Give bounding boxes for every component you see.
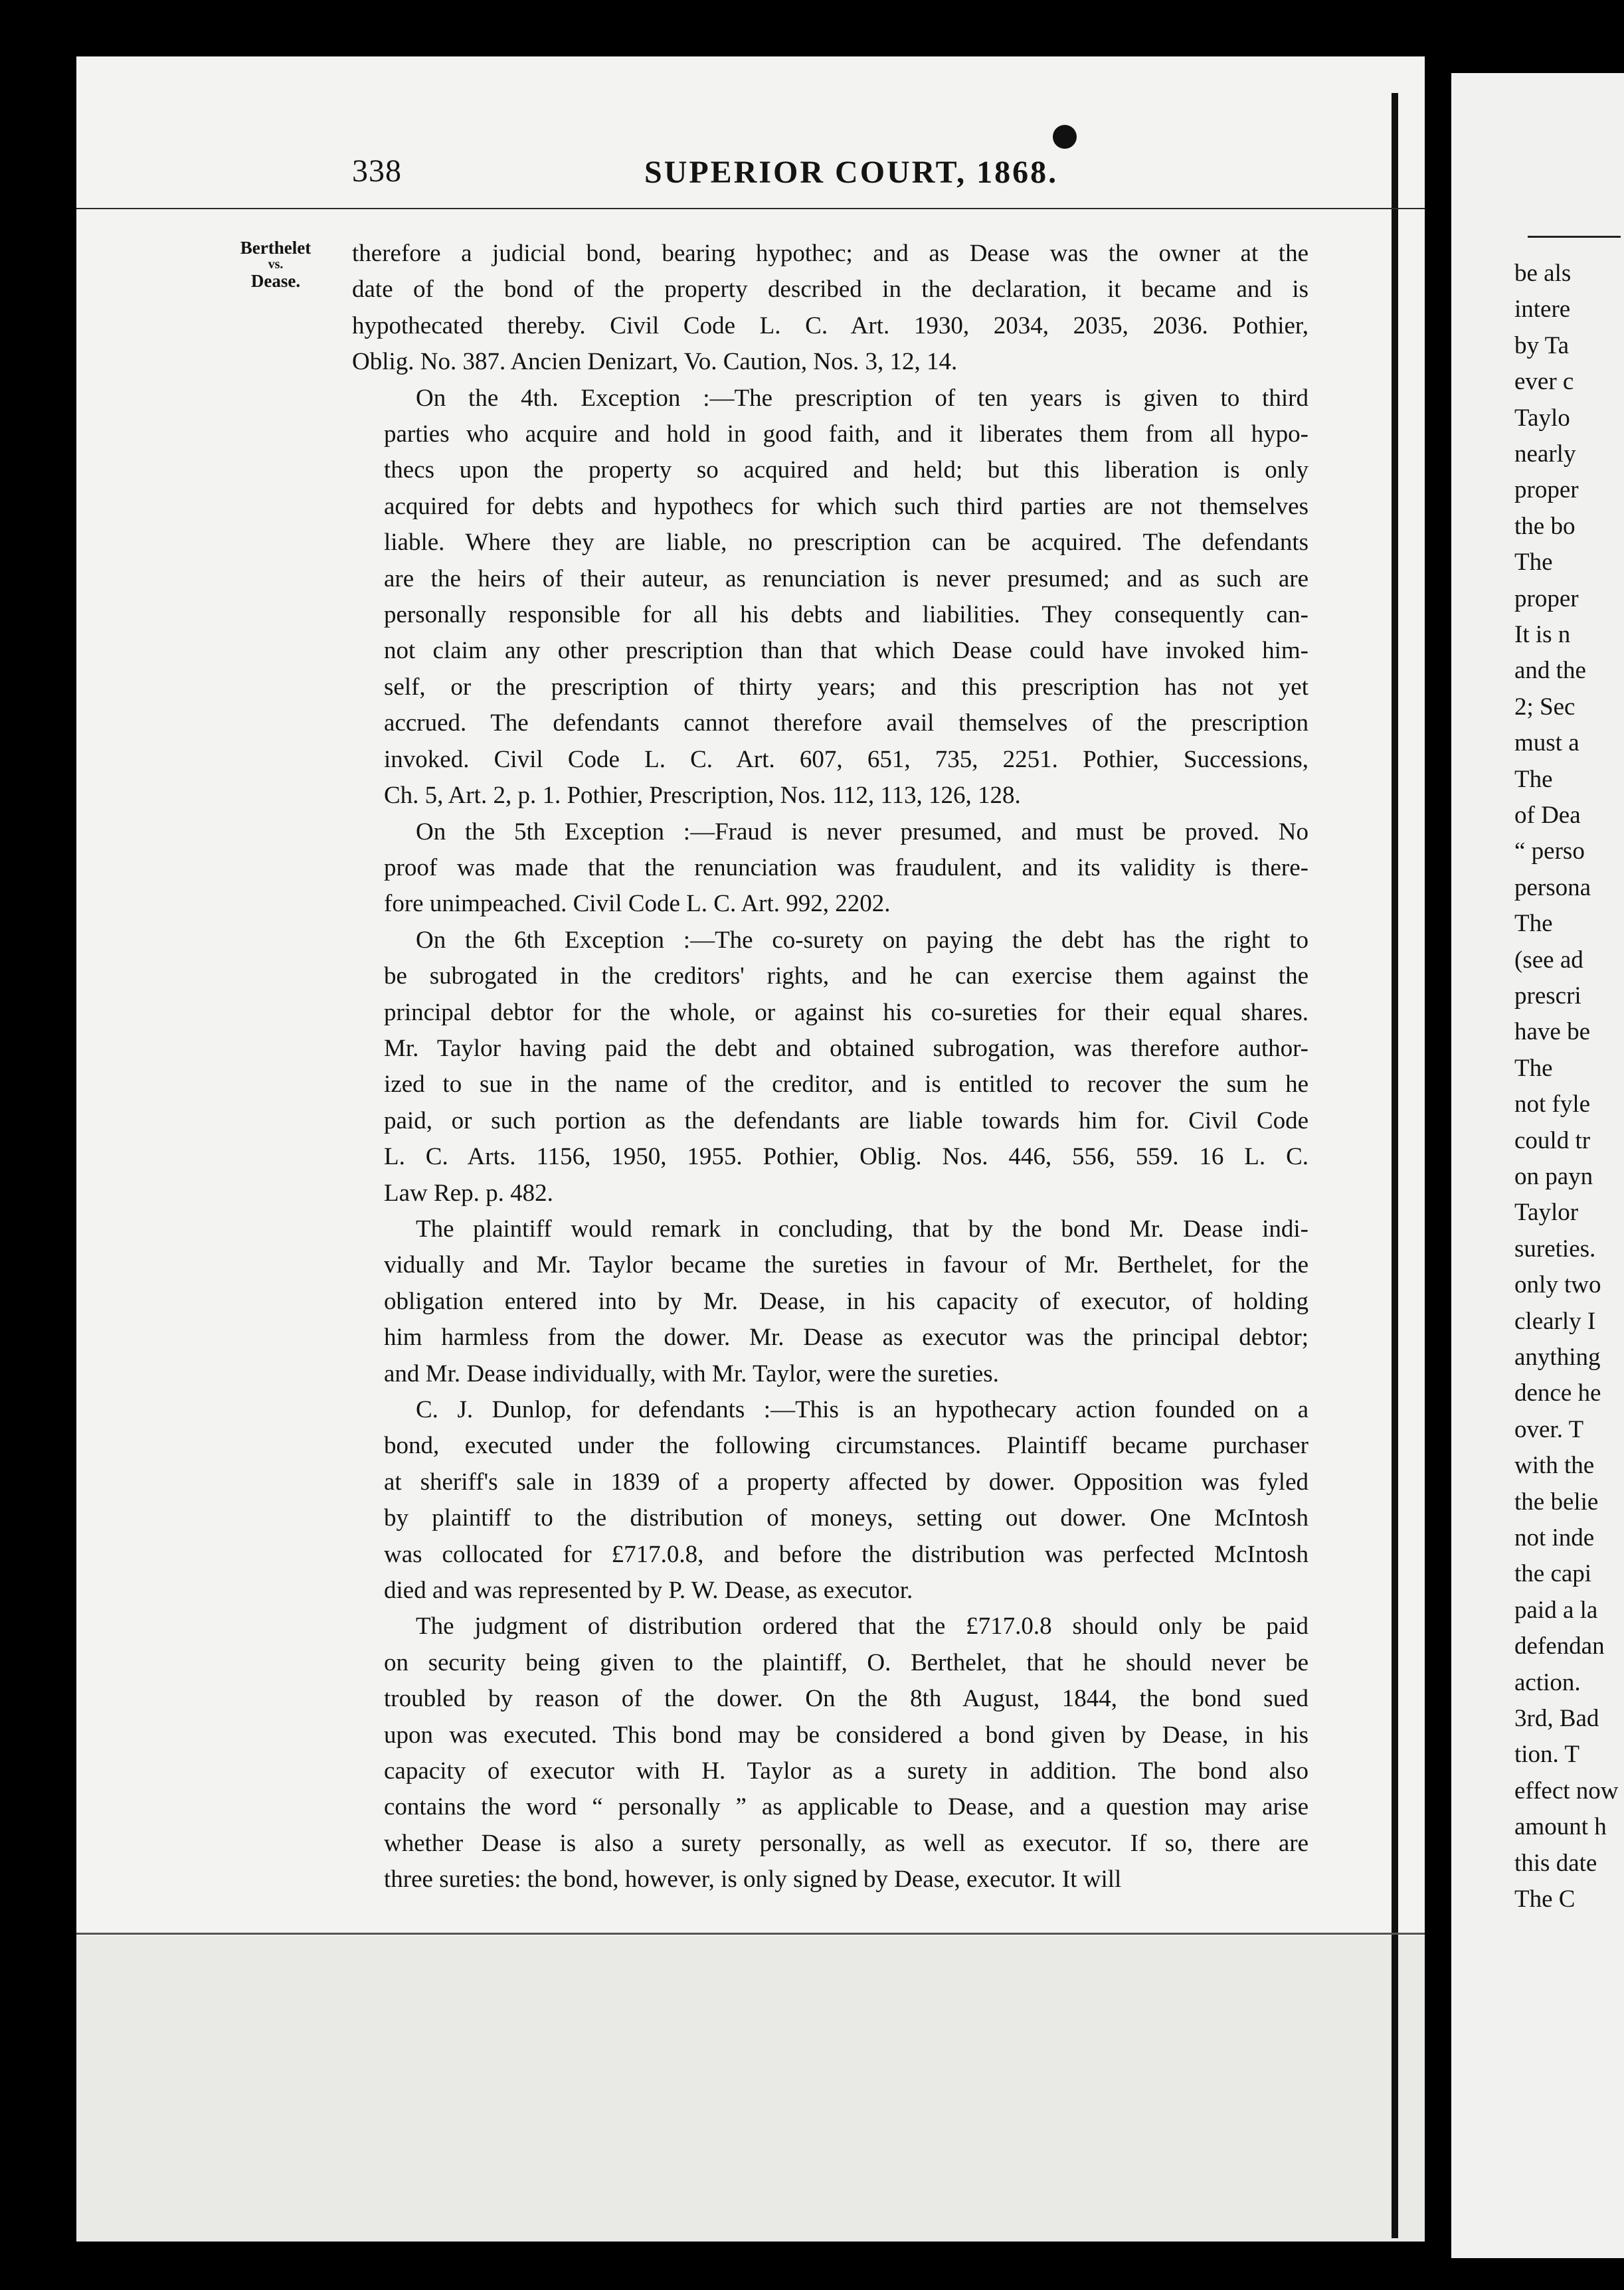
facing-page-fragment: effect now bbox=[1514, 1777, 1619, 1805]
facing-page-fragment: by Ta bbox=[1514, 331, 1570, 359]
facing-page-fragment: tion. T bbox=[1514, 1741, 1579, 1769]
facing-page-fragment: this date bbox=[1514, 1849, 1597, 1877]
facing-page-fragment: amount h bbox=[1514, 1813, 1607, 1841]
text-line: not claim any other prescription than that which Dease could have invoked him- bbox=[384, 637, 1308, 665]
facing-page-fragment: intere bbox=[1514, 296, 1571, 323]
facing-page-fragment: Taylor bbox=[1514, 1199, 1579, 1227]
text-line: ized to sue in the name of the creditor, and is entitled to recover the sum he bbox=[384, 1071, 1308, 1099]
text-line: On the 5th Exception :—Fraud is never presumed, and must be proved. No bbox=[416, 818, 1308, 845]
margin-party-plaintiff: Berthelet bbox=[240, 238, 312, 258]
facing-page-fragment: only two bbox=[1514, 1271, 1601, 1299]
facing-page-fragment: could tr bbox=[1514, 1126, 1591, 1154]
facing-page-fragment: The bbox=[1514, 910, 1553, 938]
text-line: The judgment of distribution ordered that the £717.0.8 should only be paid bbox=[416, 1613, 1308, 1640]
facing-page-fragment: ever c bbox=[1514, 368, 1574, 396]
text-line: paid, or such portion as the defendants are liable towards him for. Civil Code bbox=[384, 1106, 1308, 1134]
facing-page-fragment: persona bbox=[1514, 873, 1591, 901]
facing-page-fragment: sureties. bbox=[1514, 1235, 1596, 1263]
body-text bbox=[352, 236, 1308, 1898]
text-line: by plaintiff to the distribution of moneys, setting out dower. One McIntosh bbox=[384, 1504, 1308, 1532]
text-line: whether Dease is also a surety personally, as well as executor. If so, there are bbox=[384, 1829, 1308, 1857]
text-line: date of the bond of the property described in the declaration, it became and is bbox=[352, 276, 1308, 304]
facing-page-fragment: over. T bbox=[1514, 1415, 1584, 1443]
text-line: Ch. 5, Art. 2, p. 1. Pothier, Prescription, Nos. 112, 113, 126, 128. bbox=[384, 782, 1021, 810]
text-line: On the 4th. Exception :—The prescription of ten years is given to third bbox=[416, 384, 1308, 412]
text-line: and Mr. Dease individually, with Mr. Taylor, were the sureties. bbox=[384, 1360, 999, 1387]
text-line: at sheriff's sale in 1839 of a property affected by dower. Opposition was fyled bbox=[384, 1468, 1308, 1496]
facing-page-fragment: The bbox=[1514, 549, 1553, 576]
facing-page-fragment: clearly I bbox=[1514, 1307, 1596, 1335]
facing-page-fragment: The bbox=[1514, 765, 1553, 793]
facing-page-fragment: dence he bbox=[1514, 1379, 1601, 1407]
text-line: Oblig. No. 387. Ancien Denizart, Vo. Caution, Nos. 3, 12, 14. bbox=[352, 348, 958, 376]
facing-page-fragment: must a bbox=[1514, 729, 1579, 757]
margin-versus: vs. bbox=[268, 257, 284, 272]
text-line: The plaintiff would remark in concluding, that by the bond Mr. Dease indi- bbox=[416, 1215, 1308, 1243]
page-edge bbox=[1392, 93, 1398, 2238]
facing-page-fragment: and the bbox=[1514, 657, 1586, 685]
text-line: Law Rep. p. 482. bbox=[384, 1179, 553, 1207]
text-line: three sureties: the bond, however, is only signed by Dease, executor. It will bbox=[384, 1866, 1122, 1894]
facing-page-fragment: be als bbox=[1514, 260, 1572, 287]
facing-page-fragment: proper bbox=[1514, 584, 1579, 612]
text-line: vidually and Mr. Taylor became the sureties in favour of Mr. Berthelet, for the bbox=[384, 1251, 1308, 1279]
text-line: self, or the prescription of thirty years; and this prescription has not yet bbox=[384, 673, 1308, 701]
ink-blot bbox=[1053, 125, 1077, 149]
paragraph bbox=[352, 1392, 1308, 1609]
paragraph bbox=[352, 1211, 1308, 1392]
facing-page-rule bbox=[1528, 236, 1621, 238]
facing-page-fragment: Taylo bbox=[1514, 404, 1570, 432]
facing-page-fragment: with the bbox=[1514, 1452, 1595, 1480]
text-line: proof was made that the renunciation was fraudulent, and its validity is there- bbox=[384, 853, 1308, 881]
text-line: parties who acquire and hold in good faith, and it liberates them from all hypo- bbox=[384, 420, 1308, 448]
text-line: troubled by reason of the dower. On the 8th August, 1844, the bond sued bbox=[384, 1685, 1308, 1713]
facing-page-fragment: 2; Sec bbox=[1514, 693, 1576, 721]
paragraph bbox=[352, 814, 1308, 923]
text-line: was collocated for £717.0.8, and before the distribution was perfected McIntosh bbox=[384, 1540, 1308, 1568]
paragraph bbox=[352, 1609, 1308, 1897]
facing-page-fragment: proper bbox=[1514, 476, 1579, 504]
facing-page-fragment: 3rd, Bad bbox=[1514, 1705, 1599, 1732]
text-line: capacity of executor with H. Taylor as a surety in addition. The bond also bbox=[384, 1757, 1308, 1785]
text-line: C. J. Dunlop, for defendants :—This is an hypothecary action founded on a bbox=[416, 1396, 1308, 1423]
text-line: Mr. Taylor having paid the debt and obtained subrogation, was therefore author- bbox=[384, 1034, 1308, 1062]
text-line: L. C. Arts. 1156, 1950, 1955. Pothier, Oblig. Nos. 446, 556, 559. 16 L. C. bbox=[384, 1143, 1308, 1171]
text-line: thecs upon the property so acquired and held; but this liberation is only bbox=[384, 456, 1308, 484]
facing-page-fragment: action. bbox=[1514, 1668, 1581, 1696]
text-line: personally responsible for all his debts and liabilities. They consequently can- bbox=[384, 601, 1308, 629]
text-line: upon was executed. This bond may be considered a bond given by Dease, in his bbox=[384, 1721, 1308, 1749]
facing-page-fragment: anything bbox=[1514, 1344, 1601, 1371]
text-line: therefore a judicial bond, bearing hypothec; and as Dease was the owner at the bbox=[352, 240, 1308, 267]
text-line: obligation entered into by Mr. Dease, in his capacity of executor, of holding bbox=[384, 1287, 1308, 1315]
paragraph bbox=[352, 236, 1308, 381]
text-line: invoked. Civil Code L. C. Art. 607, 651, 735, 2251. Pothier, Successions, bbox=[384, 745, 1308, 773]
facing-page-fragment: The bbox=[1514, 1054, 1553, 1082]
text-line: liable. Where they are liable, no prescription can be acquired. The defendants bbox=[384, 529, 1308, 557]
facing-page-fragment: have be bbox=[1514, 1018, 1591, 1046]
text-line: are the heirs of their auteur, as renunciation is never presumed; and as such are bbox=[384, 565, 1308, 592]
facing-page-fragment: paid a la bbox=[1514, 1596, 1598, 1624]
text-line: principal debtor for the whole, or against his co-sureties for their equal shares. bbox=[384, 998, 1308, 1026]
facing-page-fragment: not fyle bbox=[1514, 1091, 1591, 1118]
text-line: fore unimpeached. Civil Code L. C. Art. 992, 2202. bbox=[384, 890, 891, 918]
facing-page-fragment: defendan bbox=[1514, 1632, 1605, 1660]
running-head: SUPERIOR COURT, 1868. bbox=[644, 155, 1059, 190]
text-line: died and was represented by P. W. Dease, as executor. bbox=[384, 1577, 913, 1605]
text-line: accrued. The defendants cannot therefore avail themselves of the prescription bbox=[384, 709, 1308, 737]
text-line: bond, executed under the following circumstances. Plaintiff became purchaser bbox=[384, 1432, 1308, 1460]
text-line: contains the word “ personally ” as applicable to Dease, and a question may arise bbox=[384, 1793, 1308, 1821]
facing-page-fragment: “ perso bbox=[1514, 837, 1585, 865]
text-line: On the 6th Exception :—The co-surety on paying the debt has the right to bbox=[416, 926, 1308, 954]
header-rule bbox=[76, 208, 1425, 209]
page-number: 338 bbox=[352, 153, 402, 189]
facing-page-fragment: The C bbox=[1514, 1886, 1576, 1913]
facing-page-fragment: the belie bbox=[1514, 1488, 1599, 1516]
text-line: on security being given to the plaintiff, O. Berthelet, that he should never be bbox=[384, 1648, 1308, 1676]
margin-case-note bbox=[229, 238, 322, 291]
paragraph bbox=[352, 923, 1308, 1211]
text-line: hypothecated thereby. Civil Code L. C. Art. 1930, 2034, 2035, 2036. Pothier, bbox=[352, 311, 1308, 339]
margin-party-defendant: Dease. bbox=[250, 271, 301, 291]
facing-page-fragment: It is n bbox=[1514, 621, 1571, 648]
facing-page-fragment: the capi bbox=[1514, 1560, 1592, 1588]
text-line: acquired for debts and hypothecs for which such third parties are not themselves bbox=[384, 492, 1308, 520]
facing-page-fragment: nearly bbox=[1514, 440, 1576, 468]
facing-page-fragment: (see ad bbox=[1514, 946, 1583, 974]
facing-page-fragment: not inde bbox=[1514, 1524, 1595, 1551]
text-line: be subrogated in the creditors' rights, and he can exercise them against the bbox=[384, 962, 1308, 990]
text-line: him harmless from the dower. Mr. Dease as executor was the principal debtor; bbox=[384, 1324, 1308, 1352]
facing-page-fragment: the bo bbox=[1514, 512, 1576, 540]
facing-page-fragment: of Dea bbox=[1514, 802, 1581, 829]
bottom-rule bbox=[76, 1933, 1425, 1935]
paragraph bbox=[352, 381, 1308, 814]
facing-page-fragment: prescri bbox=[1514, 982, 1581, 1010]
facing-page-fragment: on payn bbox=[1514, 1163, 1593, 1190]
